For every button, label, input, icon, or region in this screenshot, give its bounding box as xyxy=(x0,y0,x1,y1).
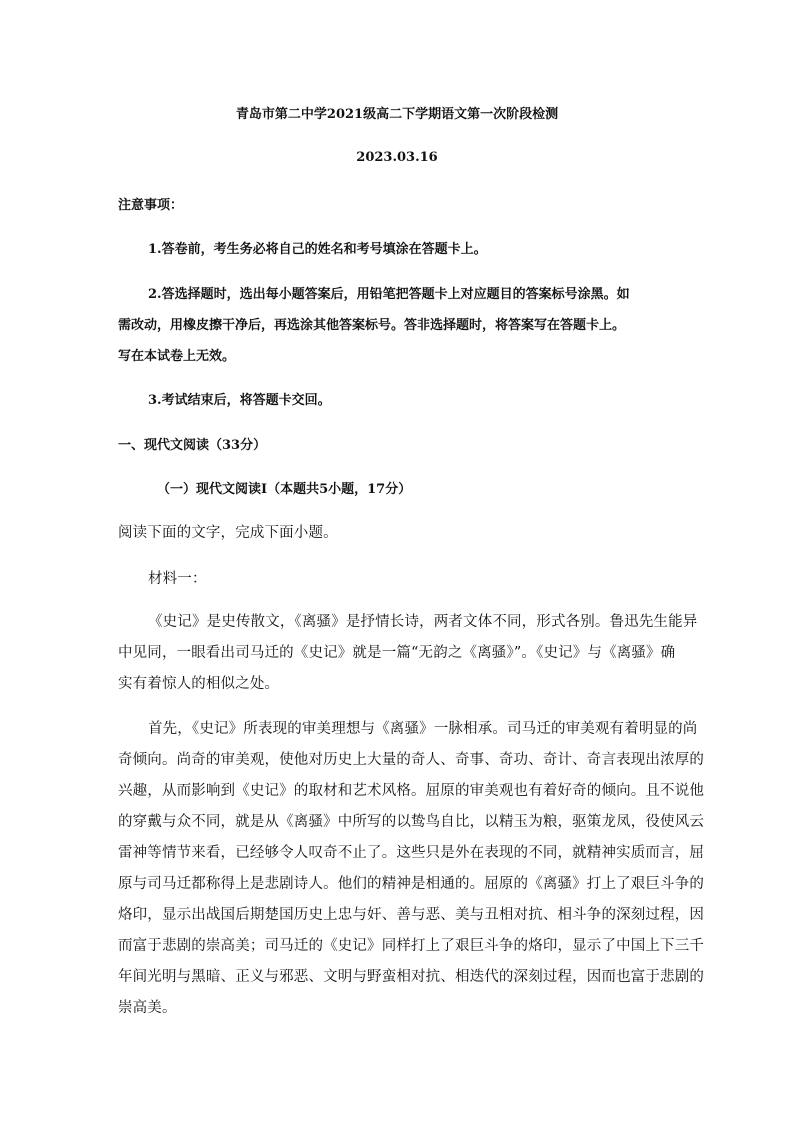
exam-date: 2023.03.16 xyxy=(356,150,438,165)
paragraph-1-line: 《史记》是史传散文，《离骚》是抒情长诗，两者文体不同，形式各别。鲁迅先生能异 xyxy=(148,614,698,630)
note-item-2-line-2: 需改动，用橡皮擦干净后，再选涂其他答案标号。答非选择题时，将答案写在答题卡上。 xyxy=(118,318,626,333)
paragraph-1-line: 中见同，一眼看出司马迁的《史记》就是一篇“无韵之《离骚》”。《史记》与《离骚》确 xyxy=(118,645,676,661)
paragraph-2-line: 烙印，显示出战国后期楚国历史上忠与奸、善与恶、美与丑相对抗、相斗争的深刻过程，因 xyxy=(118,907,704,923)
paragraph-2-line: 首先，《史记》所表现的审美理想与《离骚》一脉相承。司马迁的审美观有着明显的尚 xyxy=(148,721,698,737)
paragraph-2-line: 而富于悲剧的崇高美；司马迁的《史记》同样打上了艰巨斗争的烙印，显示了中国上下三千 xyxy=(118,938,704,954)
document-title: 青岛市第二中学2021级高二下学期语文第一次阶段检测 xyxy=(235,107,559,122)
paragraph-2-line: 的穿戴与众不同，就是从《离骚》中所写的以鸷鸟自比，以精玉为粮，驱策龙凤，役使风云 xyxy=(118,814,704,830)
notes-heading: 注意事项： xyxy=(118,198,184,213)
paragraph-2-line: 雷神等情节来看，已经够令人叹奇不止了。这些只是外在表现的不同，就精神实质而言，屈 xyxy=(118,845,704,861)
section-heading: 一、现代文阅读（33分） xyxy=(118,438,267,453)
note-item-2-line-3: 写在本试卷上无效。 xyxy=(118,349,236,364)
note-item-3: 3.考试结束后，将答题卡交回。 xyxy=(148,393,331,408)
paragraph-2-line: 兴趣，从而影响到《史记》的取材和艺术风格。屈原的审美观也有着好奇的倾向。且不说他 xyxy=(118,783,704,799)
paragraph-2-line: 原与司马迁都称得上是悲剧诗人。他们的精神是相通的。屈原的《离骚》打上了艰巨斗争的 xyxy=(118,876,704,892)
paragraph-1-line: 实有着惊人的相似之处。 xyxy=(118,676,280,692)
note-item-1: 1.答卷前，考生务必将自己的姓名和考号填涂在答题卡上。 xyxy=(148,242,487,257)
paragraph-2-line: 崇高美。 xyxy=(118,1000,177,1016)
material-label: 材料一： xyxy=(148,571,207,587)
note-item-2-line-1: 2.答选择题时，选出每小题答案后，用铅笔把答题卡上对应题目的答案标号涂黑。如 xyxy=(148,287,630,302)
paragraph-2-line: 奇倾向。尚奇的审美观，使他对历史上大量的奇人、奇事、奇功、奇计、奇言表现出浓厚的 xyxy=(118,752,704,768)
subsection-heading: （一）现代文阅读Ⅰ（本题共5小题，17分） xyxy=(157,482,412,497)
paragraph-2-line: 年间光明与黑暗、正义与邪恶、文明与野蛮相对抗、相迭代的深刻过程，因而也富于悲剧的 xyxy=(118,969,704,985)
instruction-text: 阅读下面的文字，完成下面小题。 xyxy=(118,525,338,541)
